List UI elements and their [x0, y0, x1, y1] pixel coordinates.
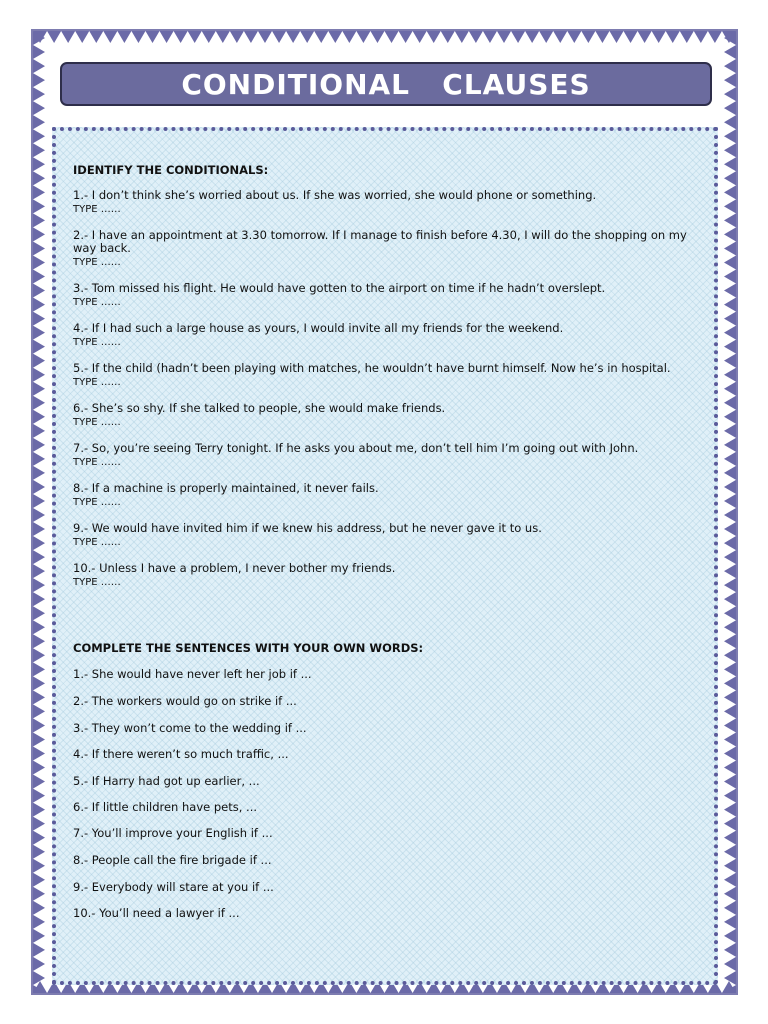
section-complete-heading: COMPLETE THE SENTENCES WITH YOUR OWN WORDS: [73, 641, 424, 655]
identify-item-10: 10.- Unless I have a problem, I never bother my friends. [73, 561, 396, 575]
complete-item-4: 4.- If there weren’t so much traffic, ... [73, 747, 289, 761]
page-title: CONDITIONAL CLAUSES [181, 67, 591, 101]
complete-item-6: 6.- If little children have pets, ... [73, 800, 258, 814]
identify-item-9: 9.- We would have invited him if we knew his address, but he never gave it to us. [73, 521, 542, 535]
complete-item-10: 10.- You’ll need a lawyer if ... [73, 906, 240, 920]
zigzag-border-top [33, 31, 736, 45]
identify-item-5: 5.- If the child (hadn’t been playing with matches, he wouldn’t have burnt himself. Now he’s in hospital. [73, 361, 671, 375]
type-blank-4: TYPE …… [73, 337, 121, 348]
complete-item-8: 8.- People call the fire brigade if ... [73, 853, 272, 867]
type-blank-9: TYPE …… [73, 537, 121, 548]
type-blank-5: TYPE …… [73, 377, 121, 388]
type-blank-8: TYPE …… [73, 497, 121, 508]
identify-item-8: 8.- If a machine is properly maintained, it never fails. [73, 481, 379, 495]
complete-item-7: 7.- You’ll improve your English if ... [73, 826, 273, 840]
type-blank-3: TYPE …… [73, 297, 121, 308]
title-banner [60, 62, 712, 106]
complete-item-3: 3.- They won’t come to the wedding if ... [73, 721, 307, 735]
type-blank-1: TYPE …… [73, 204, 121, 215]
complete-item-2: 2.- The workers would go on strike if ... [73, 694, 297, 708]
identify-item-6: 6.- She’s so shy. If she talked to people, she would make friends. [73, 401, 446, 415]
identify-item-2: 2.- I have an appointment at 3.30 tomorrow. If I manage to finish before 4.30, I will do the shopping on my way back. [73, 228, 687, 255]
section-identify-heading: IDENTIFY THE CONDITIONALS: [73, 163, 269, 177]
type-blank-10: TYPE …… [73, 577, 121, 588]
zigzag-border-left [33, 31, 47, 993]
type-blank-7: TYPE …… [73, 457, 121, 468]
type-blank-6: TYPE …… [73, 417, 121, 428]
identify-item-7: 7.- So, you’re seeing Terry tonight. If he asks you about me, don’t tell him I’m going out with John. [73, 441, 639, 455]
complete-item-9: 9.- Everybody will stare at you if ... [73, 880, 274, 894]
type-blank-2: TYPE …… [73, 257, 121, 268]
identify-item-3: 3.- Tom missed his flight. He would have gotten to the airport on time if he hadn’t overslept. [73, 281, 606, 295]
identify-item-1: 1.- I don’t think she’s worried about us. If she was worried, she would phone or something. [73, 188, 597, 202]
zigzag-border-right [722, 31, 736, 993]
identify-item-4: 4.- If I had such a large house as yours, I would invite all my friends for the weekend. [73, 321, 564, 335]
complete-item-1: 1.- She would have never left her job if ... [73, 667, 312, 681]
complete-item-5: 5.- If Harry had got up earlier, ... [73, 774, 260, 788]
